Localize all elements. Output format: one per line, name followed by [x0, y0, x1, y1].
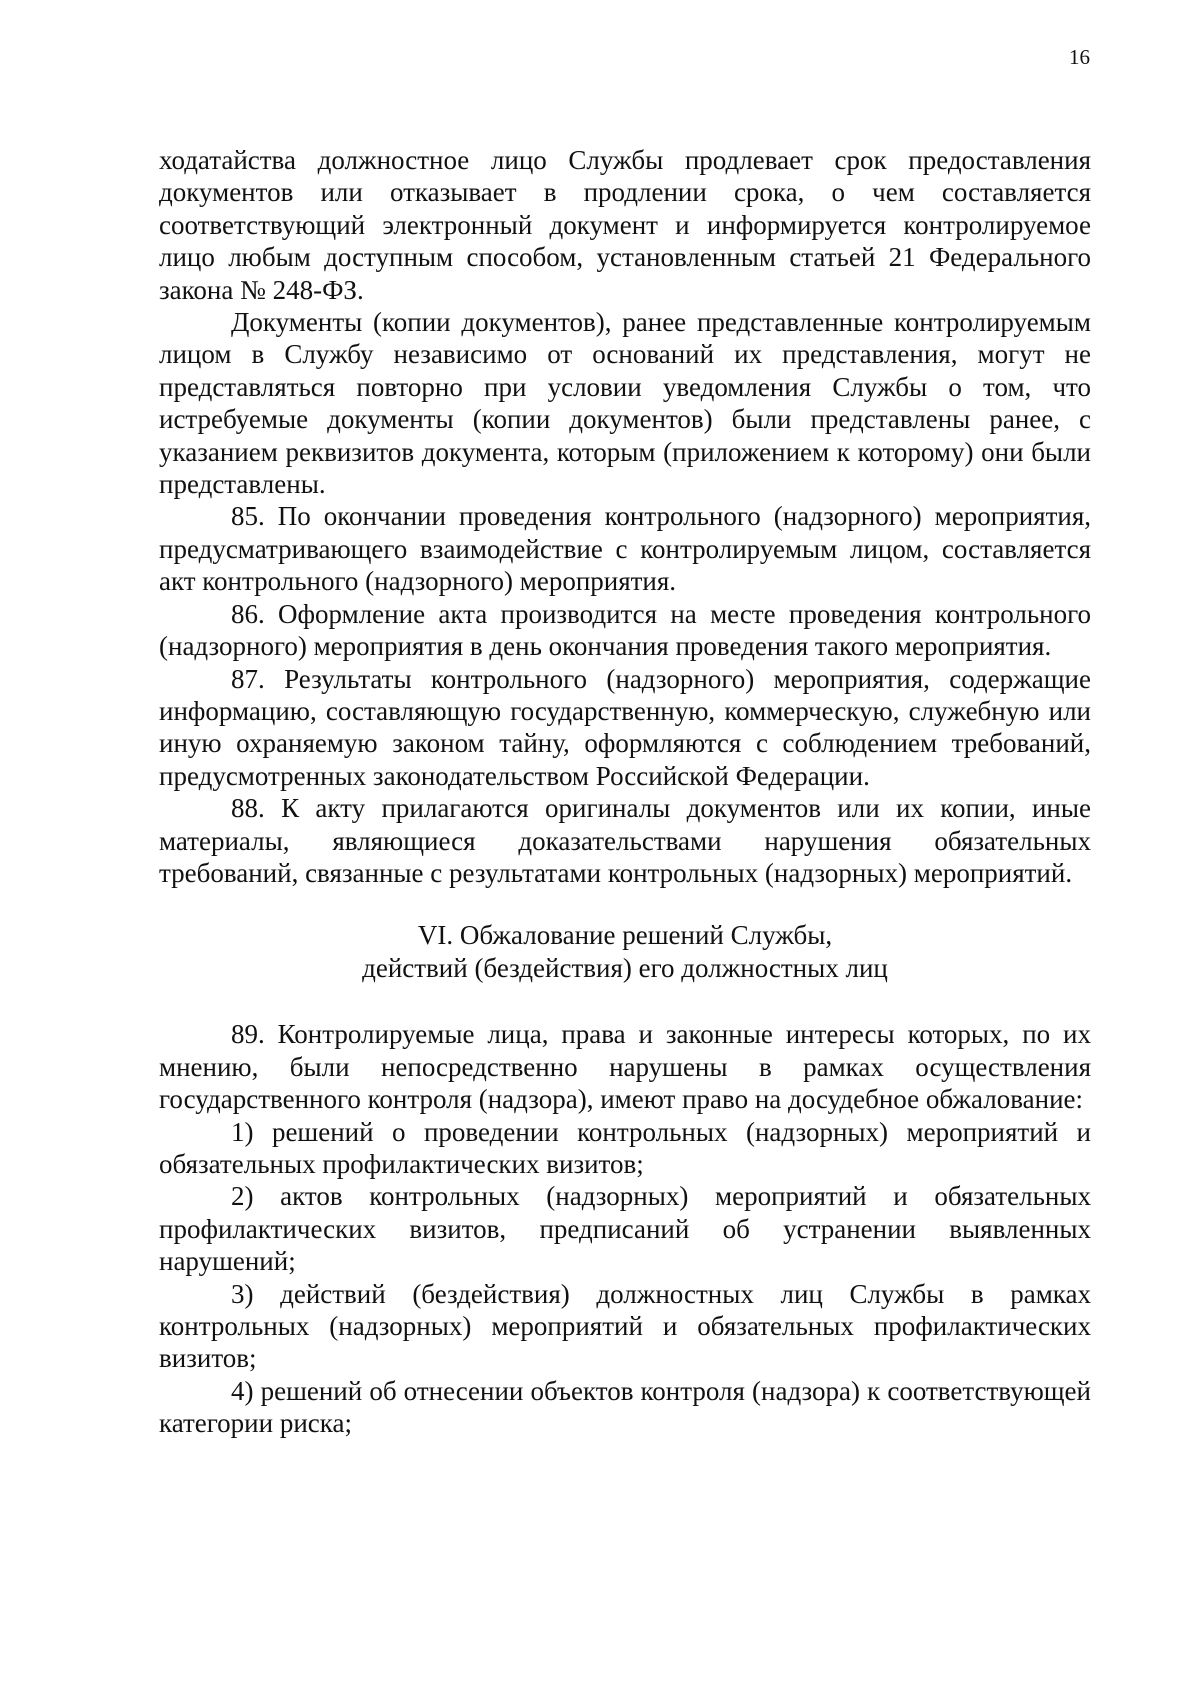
paragraph: 89. Контролируемые лица, права и законные интересы которых, по их мнению, были непосредственно нарушены в рамках осуществления государственного контроля (надзора), имеют право на досудебное обжалование:	[159, 1019, 1091, 1115]
paragraph: ходатайства должностное лицо Службы продлевает срок предоставления документов или отказывает в продлении срока, о чем составляется соответствующий электронный документ и информируется контролируемое лицо любым доступным способом, установленным статьей 21 Федерального закона № 248-ФЗ.	[159, 145, 1091, 305]
paragraphs-before-heading	[159, 144, 1091, 889]
paragraphs-after-heading	[159, 1018, 1091, 1439]
paragraph: 85. По окончании проведения контрольного (надзорного) мероприятия, предусматривающего взаимодействие с контролируемым лицом, составляется акт контрольного (надзорного) мероприятия.	[159, 501, 1091, 597]
list-item: 1) решений о проведении контрольных (надзорных) мероприятий и обязательных профилактических визитов;	[159, 1116, 1091, 1179]
page-number: 16	[1069, 45, 1090, 69]
paragraph: Документы (копии документов), ранее представленные контролируемым лицом в Службу независимо от оснований их представления, могут не представляться повторно при условии уведомления Службы о том, что истребуемые документы (копии документов) были представлены ранее, с указанием реквизитов документа, которым (приложением к которому) они были представлены.	[159, 307, 1091, 500]
list-item: 4) решений об отнесении объектов контроля (надзора) к соответствующей категории риска;	[159, 1375, 1091, 1439]
section-heading-line: VI. Обжалование решений Службы,	[417, 920, 833, 951]
document-body	[159, 144, 1091, 1440]
list-item: 2) актов контрольных (надзорных) мероприятий и обязательных профилактических визитов, предписаний об устранении выявленных нарушений;	[159, 1181, 1091, 1277]
paragraph: 86. Оформление акта производится на месте проведения контрольного (надзорного) мероприятия в день окончания проведения такого мероприятия.	[159, 598, 1091, 662]
section-heading-line: действий (бездействия) его должностных лиц	[362, 953, 888, 984]
paragraph: 88. К акту прилагаются оригиналы документов или их копии, иные материалы, являющиеся доказательствами нарушения обязательных требований, связанные с результатами контрольных (надзорных) мероприятий.	[159, 793, 1091, 888]
section-heading	[159, 919, 1091, 985]
paragraph: 87. Результаты контрольного (надзорного) мероприятия, содержащие информацию, составляющую государственную, коммерческую, служебную или иную охраняемую законом тайну, оформляются с соблюдением требований, предусмотренных законодательством Российской Федерации.	[159, 663, 1091, 791]
list-item: 3) действий (бездействия) должностных лиц Службы в рамках контрольных (надзорных) мероприятий и обязательных профилактических визитов;	[159, 1278, 1091, 1374]
